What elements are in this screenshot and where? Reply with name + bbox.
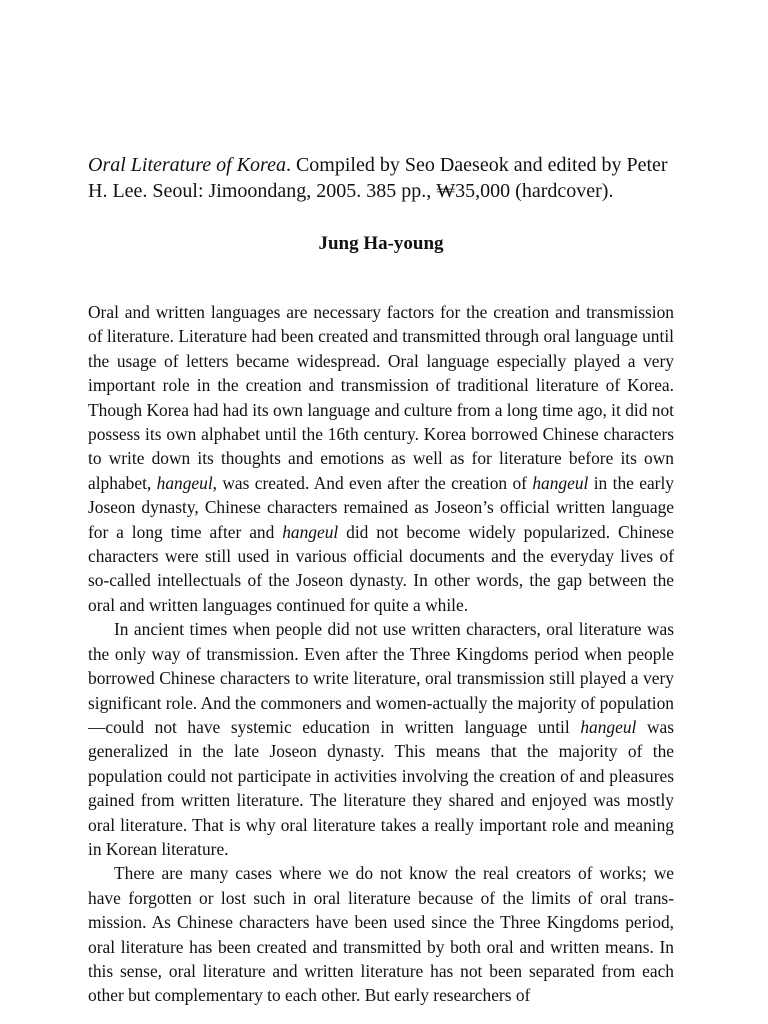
text-run: There are many cases where we do not know the real creators of works; we have forgotten or lost such in oral literature because of the limits of oral transmission. As Chinese characters have been used since the Three Kingdoms period, oral literature has been created and transmitted by both oral and written means. In this sense, oral literature and written literature has not been separated from each other but complementary to each other. But early researchers of (88, 863, 674, 1006)
paragraph-3 (88, 861, 674, 1007)
book-citation (88, 152, 674, 204)
review-body (88, 300, 674, 1008)
italic-term: hangeul (156, 472, 213, 493)
text-run: in the early Joseon dynasty, Chinese characters remained as Joseon’s official written language for a long time after and (88, 472, 674, 542)
italic-term: hangeul (580, 716, 637, 737)
document-page (88, 0, 674, 1024)
text-run: In ancient times when people did not use written characters, oral literature was the only way of transmission. Even after the Three Kingdoms period when people borrowed Chinese characters to write literature, oral transmission still played a very significant role. And the commoners and women-actually the majority of population—could not have systemic education in written language until (88, 619, 674, 737)
italic-term: hangeul (282, 521, 339, 542)
text-run: did not become widely popularized. Chinese characters were still used in various official documents and the everyday lives of so-called intellectuals of the Joseon dynasty. In other words, the gap between the oral and written languages continued for quite a while. (88, 521, 674, 615)
text-run: Oral and written languages are necessary factors for the creation and transmission of literature. Literature had been created and transmitted through oral language until the usage of letters became widespread. Oral language especially played a very important role in the creation and transmission of traditional literature of Korea. Though Korea had had its own language and culture from a long time ago, it did not possess its own alphabet until the 16th century. Korea borrowed Chinese characters to write down its thoughts and emotions as well as for literature before its own alphabet, (88, 302, 674, 493)
paragraph-2 (88, 617, 674, 861)
citation-details: . Compiled by Seo Daeseok and edited by Peter H. Lee. Seoul: Jimoondang, 2005. 385 pp., ₩35,000 (hardcover). (88, 154, 668, 202)
italic-term: hangeul (532, 472, 589, 493)
paragraph-1 (88, 300, 674, 617)
text-run: was generalized in the late Joseon dynasty. This means that the majority of the population could not participate in activities involving the creation of and pleasures gained from written literature. The literature they shared and enjoyed was mostly oral literature. That is why oral literature takes a really important role and meaning in Korean literature. (88, 716, 674, 859)
text-run: , was created. And even after the creation of (212, 472, 533, 493)
reviewer-name: Jung Ha-young (318, 233, 444, 254)
book-title: Oral Literature of Korea (88, 154, 286, 176)
